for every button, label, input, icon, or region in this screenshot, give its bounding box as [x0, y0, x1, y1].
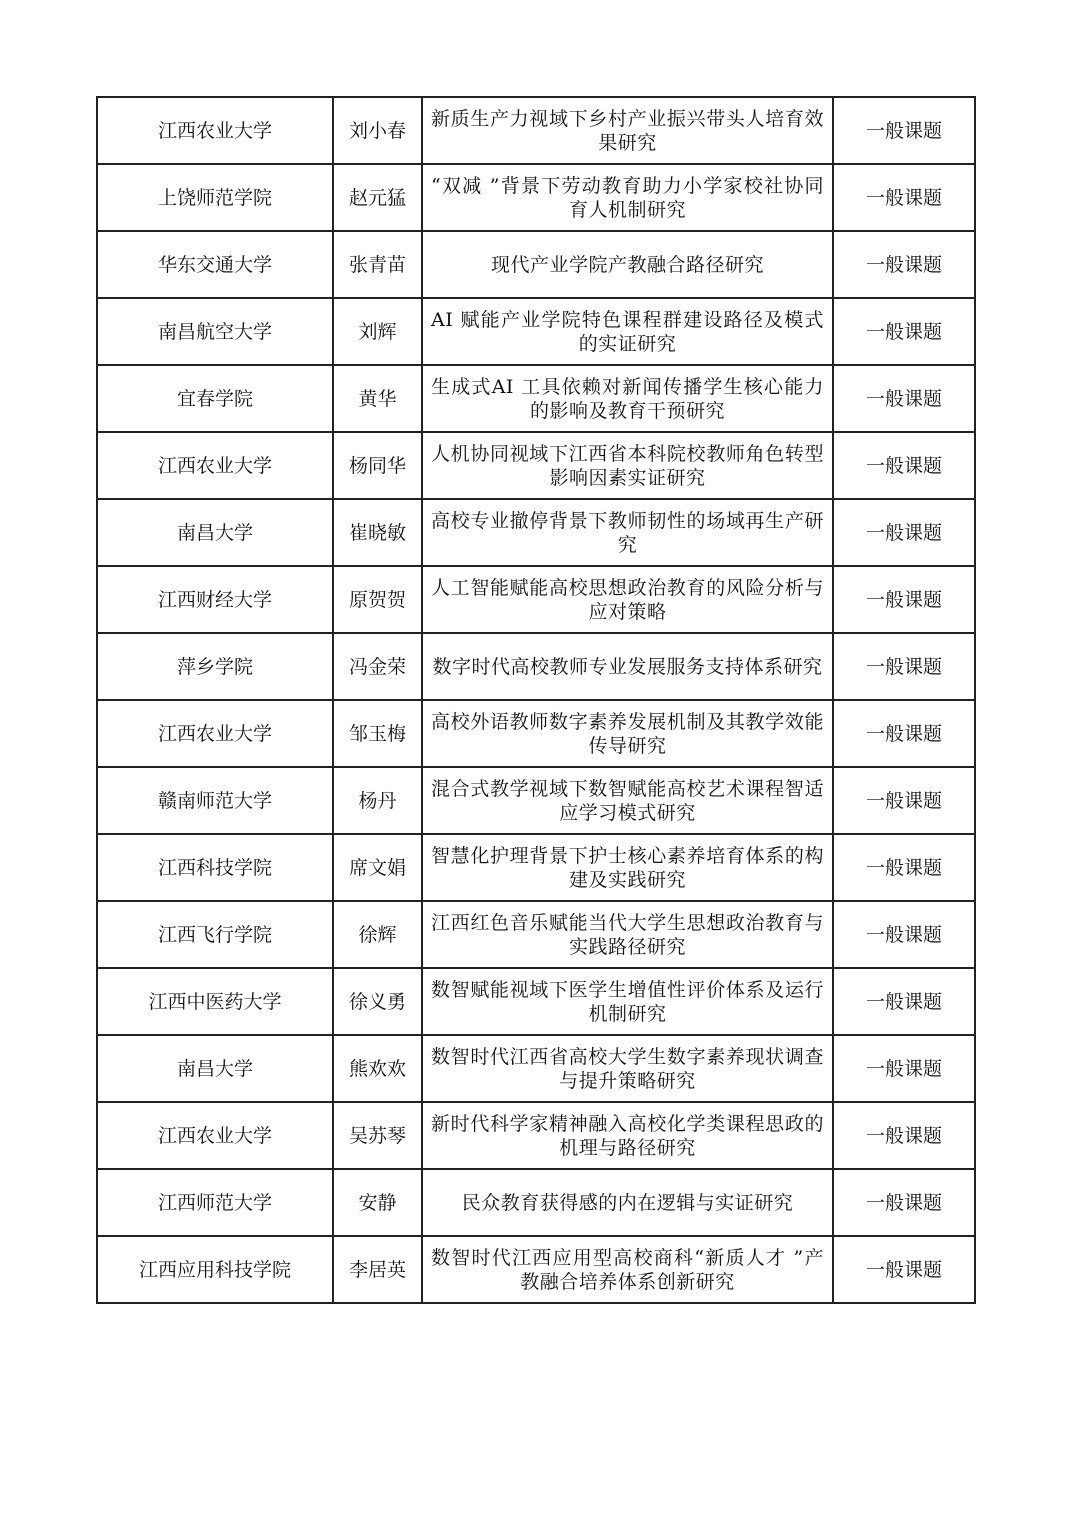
project-title: 高校外语教师数字素养发展机制及其教学效能传导研究	[431, 710, 824, 757]
school-cell: 上饶师范学院	[97, 164, 333, 231]
project-title: 民众教育获得感的内在逻辑与实证研究	[461, 1191, 794, 1214]
title-cell	[422, 164, 833, 231]
project-title: 混合式教学视域下数智赋能高校艺术课程智适应学习模式研究	[431, 777, 824, 824]
school-cell: 江西农业大学	[97, 1102, 333, 1169]
table-row	[97, 1169, 975, 1236]
school-cell: 江西农业大学	[97, 700, 333, 767]
person-cell: 熊欢欢	[333, 1035, 422, 1102]
table-row	[97, 97, 975, 164]
school-cell: 萍乡学院	[97, 633, 333, 700]
project-title: 数智时代江西省高校大学生数字素养现状调查与提升策略研究	[431, 1045, 824, 1092]
school-cell: 南昌航空大学	[97, 298, 333, 365]
table-row	[97, 633, 975, 700]
person-cell: 黄华	[333, 365, 422, 432]
school-cell: 南昌大学	[97, 1035, 333, 1102]
project-title: 智慧化护理背景下护士核心素养培育体系的构建及实践研究	[431, 844, 824, 891]
person-cell: 崔晓敏	[333, 499, 422, 566]
title-cell	[422, 901, 833, 968]
person-cell: 原贺贺	[333, 566, 422, 633]
person-cell: 赵元猛	[333, 164, 422, 231]
title-cell	[422, 499, 833, 566]
category-cell: 一般课题	[833, 1236, 975, 1303]
title-cell	[422, 1035, 833, 1102]
title-cell	[422, 432, 833, 499]
project-title: 人机协同视域下江西省本科院校教师角色转型影响因素实证研究	[431, 442, 824, 489]
category-cell: 一般课题	[833, 164, 975, 231]
person-cell: 邹玉梅	[333, 700, 422, 767]
table-row	[97, 566, 975, 633]
school-cell: 江西科技学院	[97, 834, 333, 901]
school-cell: 华东交通大学	[97, 231, 333, 298]
table-row	[97, 901, 975, 968]
table-row	[97, 1035, 975, 1102]
table-row	[97, 767, 975, 834]
person-cell: 刘小春	[333, 97, 422, 164]
school-cell: 江西中医药大学	[97, 968, 333, 1035]
table-row	[97, 164, 975, 231]
project-title: AI 赋能产业学院特色课程群建设路径及模式的实证研究	[431, 308, 824, 355]
project-title: 现代产业学院产教融合路径研究	[490, 253, 764, 276]
table-row	[97, 834, 975, 901]
category-cell: 一般课题	[833, 499, 975, 566]
title-cell	[422, 633, 833, 700]
person-cell: 席文娟	[333, 834, 422, 901]
title-cell	[422, 231, 833, 298]
table-row	[97, 298, 975, 365]
category-cell: 一般课题	[833, 97, 975, 164]
person-cell: 杨同华	[333, 432, 422, 499]
title-cell	[422, 566, 833, 633]
project-title: 生成式AI 工具依赖对新闻传播学生核心能力的影响及教育干预研究	[431, 375, 824, 422]
category-cell: 一般课题	[833, 1035, 975, 1102]
category-cell: 一般课题	[833, 566, 975, 633]
project-title: 人工智能赋能高校思想政治教育的风险分析与应对策略	[431, 576, 824, 623]
person-cell: 徐辉	[333, 901, 422, 968]
category-cell: 一般课题	[833, 901, 975, 968]
project-title: 新时代科学家精神融入高校化学类课程思政的机理与路径研究	[431, 1112, 824, 1159]
category-cell: 一般课题	[833, 767, 975, 834]
school-cell: 江西农业大学	[97, 432, 333, 499]
title-cell	[422, 1236, 833, 1303]
person-cell: 李居英	[333, 1236, 422, 1303]
project-title: 高校专业撤停背景下教师韧性的场域再生产研究	[431, 509, 824, 556]
project-title: 数字时代高校教师专业发展服务支持体系研究	[432, 655, 823, 678]
category-cell: 一般课题	[833, 968, 975, 1035]
table-row	[97, 432, 975, 499]
category-cell: 一般课题	[833, 700, 975, 767]
title-cell	[422, 298, 833, 365]
school-cell: 宜春学院	[97, 365, 333, 432]
person-cell: 吴苏琴	[333, 1102, 422, 1169]
title-cell	[422, 834, 833, 901]
table-row	[97, 1236, 975, 1303]
person-cell: 冯金荣	[333, 633, 422, 700]
school-cell: 赣南师范大学	[97, 767, 333, 834]
category-cell: 一般课题	[833, 834, 975, 901]
table-row	[97, 1102, 975, 1169]
project-title: 数智时代江西应用型高校商科“新质人才 ”产教融合培养体系创新研究	[431, 1246, 824, 1293]
category-cell: 一般课题	[833, 432, 975, 499]
title-cell	[422, 1102, 833, 1169]
title-cell	[422, 365, 833, 432]
table-row	[97, 968, 975, 1035]
person-cell: 杨丹	[333, 767, 422, 834]
category-cell: 一般课题	[833, 365, 975, 432]
category-cell: 一般课题	[833, 231, 975, 298]
title-cell	[422, 767, 833, 834]
title-cell	[422, 968, 833, 1035]
person-cell: 安静	[333, 1169, 422, 1236]
table-row	[97, 365, 975, 432]
category-cell: 一般课题	[833, 1102, 975, 1169]
category-cell: 一般课题	[833, 1169, 975, 1236]
table-row	[97, 700, 975, 767]
project-title: 新质生产力视域下乡村产业振兴带头人培育效果研究	[431, 107, 824, 154]
school-cell: 江西飞行学院	[97, 901, 333, 968]
school-cell: 江西应用科技学院	[97, 1236, 333, 1303]
title-cell	[422, 700, 833, 767]
category-cell: 一般课题	[833, 298, 975, 365]
school-cell: 江西师范大学	[97, 1169, 333, 1236]
school-cell: 南昌大学	[97, 499, 333, 566]
title-cell	[422, 1169, 833, 1236]
school-cell: 江西农业大学	[97, 97, 333, 164]
school-cell: 江西财经大学	[97, 566, 333, 633]
category-cell: 一般课题	[833, 633, 975, 700]
person-cell: 刘辉	[333, 298, 422, 365]
title-cell	[422, 97, 833, 164]
project-title: “双减 ”背景下劳动教育助力小学家校社协同育人机制研究	[431, 174, 824, 221]
project-table	[96, 96, 976, 1304]
person-cell: 徐义勇	[333, 968, 422, 1035]
table-row	[97, 231, 975, 298]
project-title: 数智赋能视域下医学生增值性评价体系及运行机制研究	[431, 978, 824, 1025]
project-table-body	[97, 97, 975, 1303]
table-row	[97, 499, 975, 566]
person-cell: 张青苗	[333, 231, 422, 298]
project-title: 江西红色音乐赋能当代大学生思想政治教育与实践路径研究	[431, 911, 824, 958]
